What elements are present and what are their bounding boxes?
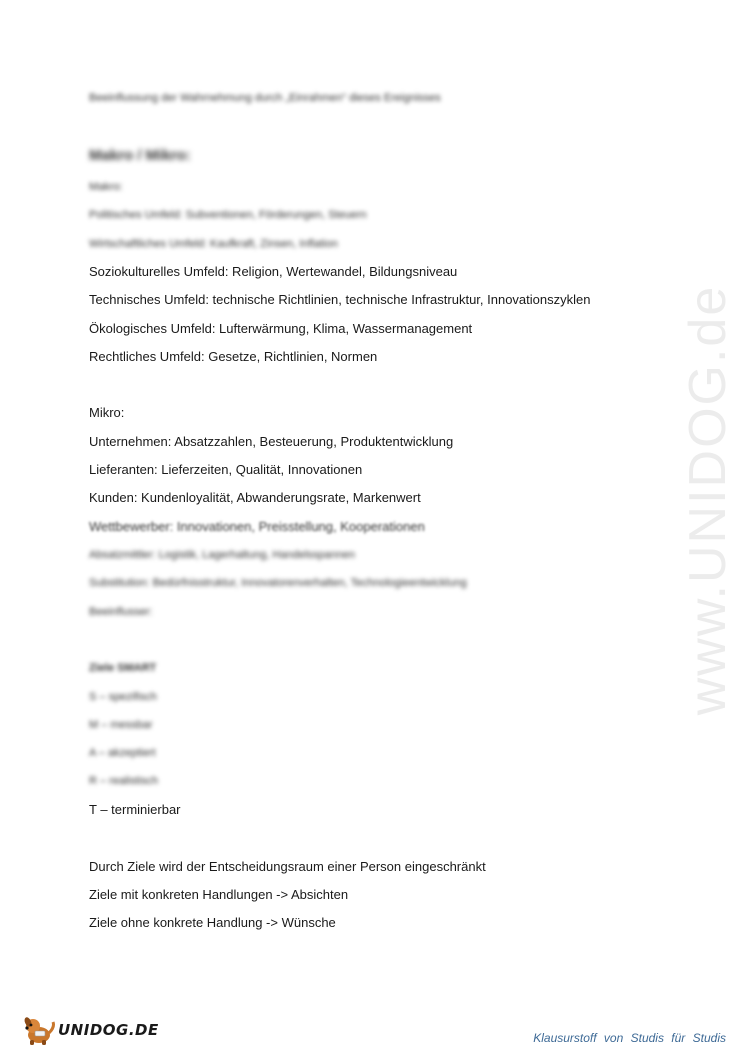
- mikro-item: Beeinflusser:: [89, 606, 153, 618]
- smart-item: R – realistisch: [89, 775, 159, 787]
- mikro-item: Unternehmen: Absatzzahlen, Besteuerung, Produktentwicklung: [89, 434, 454, 449]
- makro-item: Soziokulturelles Umfeld: Religion, Wertewandel, Bildungsniveau: [89, 264, 458, 279]
- mikro-label: Mikro:: [89, 405, 125, 420]
- mikro-item: Kunden: Kundenloyalität, Abwanderungsrate, Markenwert: [89, 490, 421, 505]
- unidog-logo[interactable]: [22, 1012, 159, 1048]
- mikro-item: Absatzmittler: Logistik, Lagerhaltung, Handelsspannen: [89, 549, 355, 561]
- closing-line: Durch Ziele wird der Entscheidungsraum einer Person eingeschränkt: [89, 859, 486, 874]
- section-heading-makro-mikro: Makro / Mikro:: [89, 147, 191, 164]
- makro-item: Ökologisches Umfeld: Lufterwärmung, Klima, Wassermanagement: [89, 321, 473, 336]
- makro-label: Makro:: [89, 181, 123, 193]
- smart-heading: Ziele SMART: [89, 662, 157, 674]
- mikro-item: Wettbewerber: Innovationen, Preisstellung, Kooperationen: [89, 519, 425, 534]
- intro-line: Beeinflussung der Wahrnehmung durch „Einrahmen“ dieses Ereignisses: [89, 92, 441, 104]
- smart-item: A – akzeptiert: [89, 747, 156, 759]
- mikro-item: Lieferanten: Lieferzeiten, Qualität, Innovationen: [89, 462, 363, 477]
- smart-item: M – messbar: [89, 719, 153, 731]
- watermark: www.UNIDOG.de: [679, 284, 737, 716]
- makro-item: Rechtliches Umfeld: Gesetze, Richtlinien, Normen: [89, 349, 378, 364]
- mikro-item: Substitution: Bedürfnisstruktur, Innovatorenverhalten, Technologieentwicklung: [89, 577, 467, 589]
- dog-mascot-icon: [22, 1013, 56, 1047]
- smart-item: S – spezifisch: [89, 691, 157, 703]
- logo-text: UNIDOG.DE: [58, 1021, 159, 1039]
- makro-item: Wirtschaftliches Umfeld: Kaufkraft, Zinsen, Inflation: [89, 238, 338, 250]
- closing-line: Ziele ohne konkrete Handlung -> Wünsche: [89, 915, 336, 930]
- smart-item: T – terminierbar: [89, 802, 181, 817]
- makro-item: Politisches Umfeld: Subventionen, Förderungen, Steuern: [89, 209, 367, 221]
- makro-item: Technisches Umfeld: technische Richtlinien, technische Infrastruktur, Innovationszyklen: [89, 292, 591, 307]
- footer-tagline: Klausurstoff von Studis für Studis: [533, 1031, 726, 1045]
- closing-line: Ziele mit konkreten Handlungen -> Absichten: [89, 887, 349, 902]
